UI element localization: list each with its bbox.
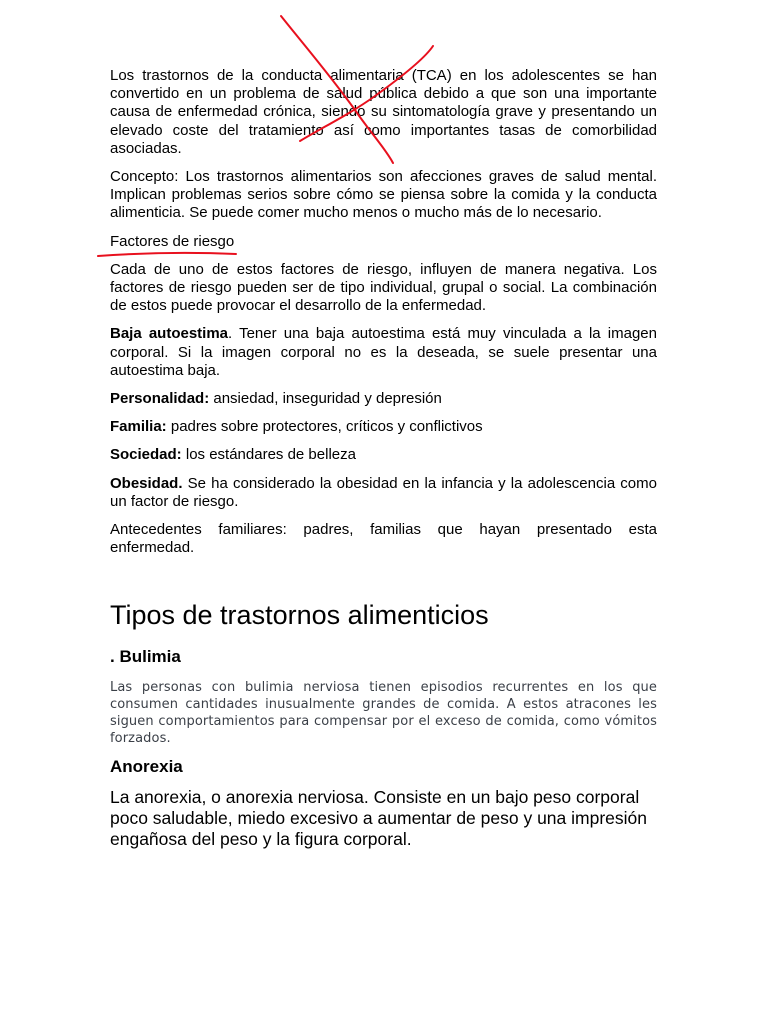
item-text: Se ha considerado la obesidad en la infancia y la adolescencia como un factor de riesgo.: [110, 474, 657, 510]
intro-paragraph: Los trastornos de la conducta alimentaria (TCA) en los adolescentes se han convertido en un problema de salud pública debido a que son una importante causa de enfermedad crónica, siendo su sintomatología grave y presentando un elevado coste del tratamiento así como importantes tasas de comorbilidad asociadas.: [110, 67, 657, 157]
document-page: [110, 67, 657, 850]
item-baja-autoestima: [110, 325, 657, 380]
item-label: Obesidad.: [110, 474, 183, 492]
item-obesidad: [110, 475, 657, 511]
section-title: Tipos de trastornos alimenticios: [110, 600, 489, 631]
item-label: Sociedad:: [110, 446, 182, 464]
item-sociedad: [110, 446, 657, 464]
concepto-paragraph: Concepto: Los trastornos alimentarios son afecciones graves de salud mental. Implican problemas serios sobre cómo se piensa sobre la comida y la conducta alimenticia. Se puede comer mucho menos o mucho más de lo necesario.: [110, 168, 657, 222]
antecedentes-paragraph: Antecedentes familiares: padres, familias que hayan presentado esta enfermedad.: [110, 521, 657, 557]
item-text: padres sobre protectores, críticos y conflictivos: [166, 418, 483, 436]
bulimia-heading: . Bulimia: [110, 647, 181, 667]
anorexia-paragraph: La anorexia, o anorexia nerviosa. Consiste en un bajo peso corporal poco saludable, miedo excesivo a aumentar de peso y una impresión engañosa del peso y la figura corporal.: [110, 787, 647, 850]
bulimia-paragraph: Las personas con bulimia nerviosa tienen episodios recurrentes en los que consumen cantidades inusualmente grandes de comida. A estos atracones les siguen comportamientos para compensar por el exceso de comida, como vómitos forzados.: [110, 680, 657, 747]
item-text: . Tener una baja autoestima está muy vinculada a la imagen corporal. Si la imagen corporal no es la deseada, se suele presentar una autoestima baja.: [110, 325, 657, 379]
item-label: Familia:: [110, 418, 167, 436]
item-text: los estándares de belleza: [181, 446, 356, 464]
item-familia: [110, 418, 657, 436]
factores-paragraph: Cada de uno de estos factores de riesgo, influyen de manera negativa. Los factores de riesgo pueden ser de tipo individual, grupal o social. La combinación de estos puede provocar el desarrollo de la enfermedad.: [110, 260, 657, 315]
anorexia-heading: Anorexia: [110, 757, 183, 777]
item-label: Personalidad:: [110, 390, 210, 408]
factores-heading: Factores de riesgo: [110, 232, 235, 250]
item-text: ansiedad, inseguridad y depresión: [209, 390, 442, 408]
item-label: Baja autoestima: [110, 325, 229, 343]
item-personalidad: [110, 390, 657, 408]
